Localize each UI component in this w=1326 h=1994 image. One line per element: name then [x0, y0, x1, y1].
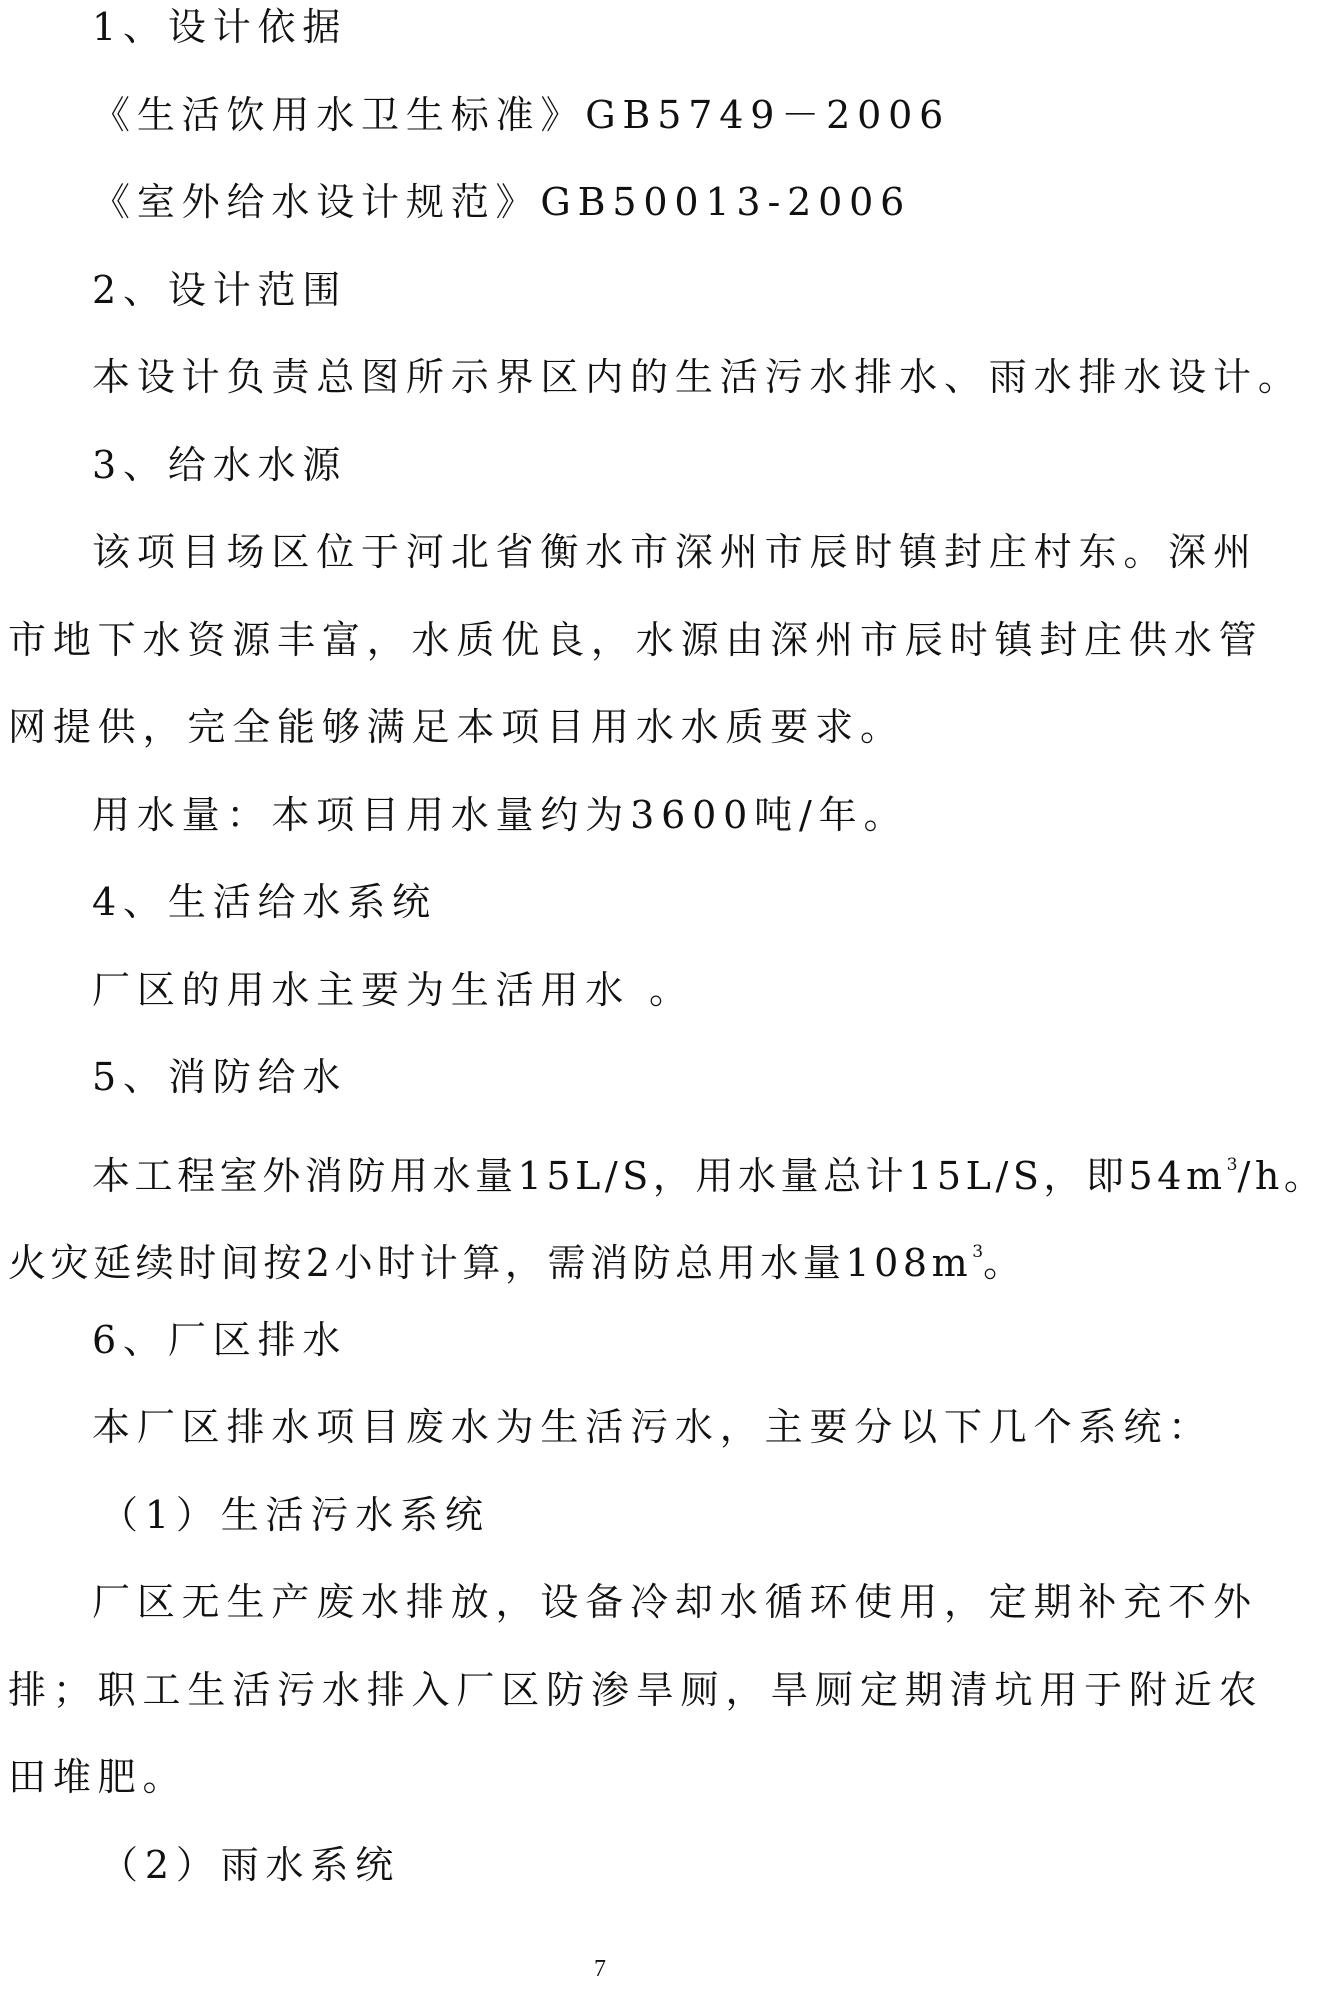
section-4-body: 厂区的用水主要为生活用水 。 [92, 968, 694, 1012]
page-number: 7 [594, 1956, 606, 1982]
section-3-heading: 3、给水水源 [92, 443, 348, 487]
section-5-line-1-tail: /h。 [1237, 1153, 1326, 1198]
subsection-2-heading: （2）雨水系统 [100, 1843, 401, 1887]
section-5-line-2-tail: 。 [983, 1240, 1026, 1285]
section-5-line-2-text: 火灾延续时间按2小时计算，需消防总用水量108m [8, 1240, 973, 1285]
section-1-heading: 1、设计依据 [92, 5, 348, 49]
section-5-heading: 5、消防给水 [92, 1055, 348, 1099]
section-2-heading: 2、设计范围 [92, 268, 348, 312]
standard-ref-1: 《生活饮用水卫生标准》GB5749－2006 [92, 93, 951, 137]
unit-superscript: 3 [1226, 1155, 1238, 1175]
section-4-heading: 4、生活给水系统 [92, 880, 437, 924]
section-3-body-line-2: 市地下水资源丰富，水质优良，水源由深州市辰时镇封庄供水管 [8, 618, 1264, 662]
standard-ref-2: 《室外给水设计规范》GB50013-2006 [92, 180, 912, 224]
subsection-1-line-1: 厂区无生产废水排放，设备冷却水循环使用，定期补充不外 [92, 1580, 1258, 1624]
subsection-1-line-2: 排；职工生活污水排入厂区防渗旱厕，旱厕定期清坑用于附近农 [8, 1668, 1264, 1712]
subsection-1-line-3: 田堆肥。 [8, 1755, 188, 1799]
section-3-body-line-1: 该项目场区位于河北省衡水市深州市辰时镇封庄村东。深州 [92, 530, 1258, 574]
section-6-heading: 6、厂区排水 [92, 1318, 348, 1362]
section-5-line-1 [92, 1140, 1326, 1198]
section-5-line-2 [8, 1227, 1190, 1285]
section-6-body: 本厂区排水项目废水为生活污水，主要分以下几个系统： [92, 1405, 1214, 1449]
unit-superscript: 3 [972, 1242, 984, 1262]
section-5-line-1-text: 本工程室外消防用水量15L/S，用水量总计15L/S，即54m [92, 1153, 1227, 1198]
section-3-body-line-3: 网提供，完全能够满足本项目用水水质要求。 [8, 705, 905, 749]
subsection-1-heading: （1）生活污水系统 [100, 1493, 490, 1537]
section-2-body: 本设计负责总图所示界区内的生活污水排水、雨水排水设计。 [92, 355, 1303, 399]
water-usage-line: 用水量：本项目用水量约为3600吨/年。 [92, 793, 909, 837]
